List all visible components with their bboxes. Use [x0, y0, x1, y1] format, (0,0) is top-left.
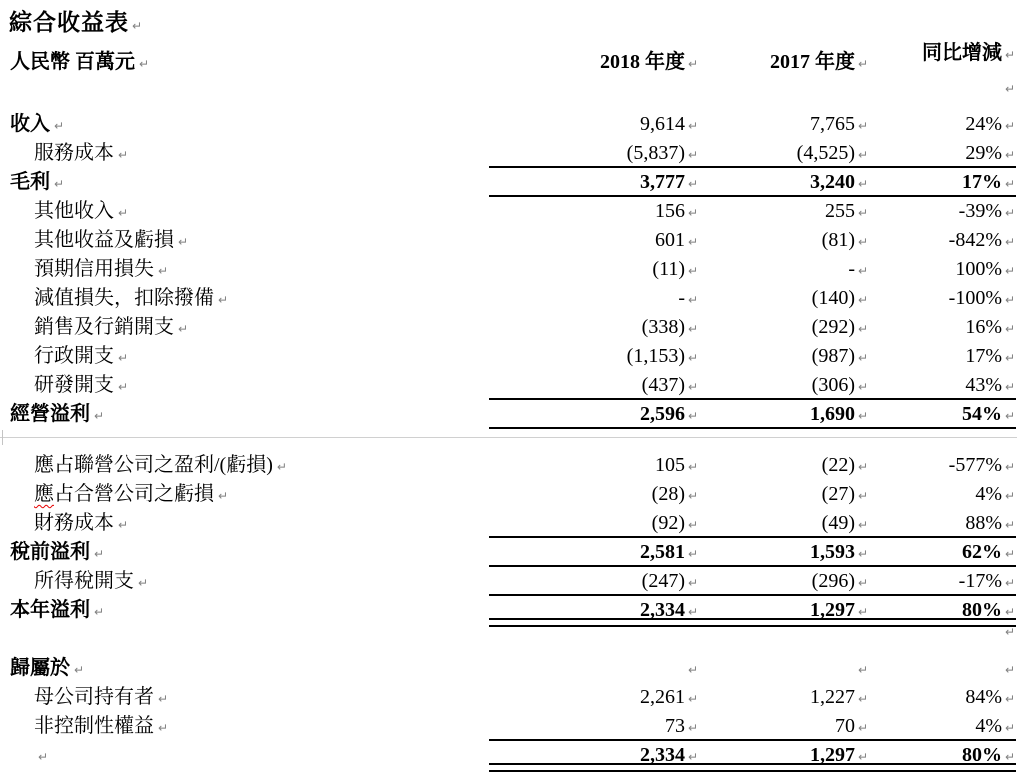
- value-2017: [701, 226, 871, 255]
- value-2017: [701, 110, 871, 139]
- cell-value: (1,153): [626, 345, 685, 367]
- paragraph-mark-icon: ↵: [118, 351, 129, 365]
- paragraph-mark-icon: ↵: [688, 264, 699, 278]
- table-rule: [489, 763, 1016, 772]
- row-label: [0, 654, 450, 685]
- paragraph-mark-icon: ↵: [1005, 489, 1016, 503]
- value-2018: [450, 509, 701, 538]
- value-2018: [450, 683, 701, 712]
- cell-value: 84%: [965, 686, 1002, 708]
- paragraph-mark-icon: ↵: [858, 177, 869, 191]
- paragraph-mark-icon: ↵: [688, 293, 699, 307]
- row-label: [0, 480, 450, 511]
- cell-value: -842%: [948, 229, 1002, 251]
- cell-value: 24%: [965, 113, 1002, 135]
- table-row: [0, 654, 1017, 683]
- value-2017: [701, 400, 871, 429]
- cell-value: 2,596: [640, 403, 685, 425]
- cell-value: 1,690: [810, 403, 855, 425]
- cell-value: -100%: [948, 287, 1002, 309]
- value-2018: [450, 663, 701, 677]
- row-label: [0, 284, 450, 315]
- paragraph-mark-icon: ↵: [688, 235, 699, 249]
- row-label-text: 歸屬於: [10, 657, 70, 679]
- value-yoy: [871, 712, 1017, 741]
- row-label-text: 服務成本: [34, 142, 114, 164]
- value-yoy: [871, 400, 1017, 429]
- paragraph-mark-icon: ↵: [858, 206, 869, 220]
- value-yoy: [871, 683, 1017, 712]
- row-label-text: 行政開支: [34, 345, 114, 367]
- row-label: [0, 226, 450, 257]
- paragraph-mark-icon: ↵: [858, 57, 869, 71]
- paragraph-mark-icon: ↵: [858, 235, 869, 249]
- table-row: [0, 168, 1017, 197]
- paragraph-mark-icon: ↵: [1005, 322, 1016, 336]
- value-yoy: [871, 342, 1017, 371]
- table-body: [0, 110, 1017, 770]
- cell-value: (306): [811, 374, 855, 396]
- row-label-text: 母公司持有者: [34, 686, 154, 708]
- value-2017: [701, 255, 871, 284]
- value-2017: [701, 197, 871, 226]
- row-label: [0, 451, 450, 482]
- cell-value: (49): [821, 512, 855, 534]
- value-2018: [450, 712, 701, 741]
- value-yoy: [871, 110, 1017, 139]
- cell-value: (338): [641, 316, 685, 338]
- paragraph-mark-icon: ↵: [1005, 721, 1016, 735]
- paragraph-mark-icon: ↵: [94, 409, 105, 423]
- value-2018: [450, 197, 701, 226]
- paragraph-mark-icon: ↵: [1005, 692, 1016, 706]
- paragraph-mark-icon: ↵: [688, 380, 699, 394]
- cell-value: (296): [811, 570, 855, 592]
- row-label-text: 毛利: [10, 171, 50, 193]
- paragraph-mark-icon: ↵: [1005, 460, 1016, 474]
- value-2018: [450, 226, 701, 255]
- paragraph-mark-icon: ↵: [858, 119, 869, 133]
- table-row: [0, 255, 1017, 284]
- header-empty-line: [0, 77, 1017, 101]
- value-yoy: [871, 509, 1017, 538]
- value-2017: [701, 663, 871, 677]
- paragraph-mark-icon: ↵: [1005, 518, 1016, 532]
- value-yoy: [871, 451, 1017, 480]
- table-row: [0, 313, 1017, 342]
- paragraph-mark-icon: ↵: [688, 750, 699, 764]
- row-label: [0, 683, 450, 714]
- paragraph-mark-icon: ↵: [1005, 119, 1016, 133]
- paragraph-mark-icon: ↵: [1005, 663, 1016, 677]
- paragraph-mark-icon: ↵: [118, 148, 129, 162]
- value-2017: [701, 538, 871, 567]
- paragraph-mark-icon: ↵: [688, 351, 699, 365]
- paragraph-mark-icon: ↵: [688, 322, 699, 336]
- row-label-text: 預期信用損失: [34, 258, 154, 280]
- page-title-text: 綜合收益表: [9, 10, 129, 35]
- row-label: [0, 741, 450, 772]
- paragraph-mark-icon: ↵: [688, 663, 699, 677]
- table-row: [0, 226, 1017, 255]
- cell-value: (81): [821, 229, 855, 251]
- paragraph-mark-icon: ↵: [858, 605, 869, 619]
- paragraph-mark-icon: ↵: [1005, 625, 1016, 639]
- paragraph-mark-icon: ↵: [858, 547, 869, 561]
- value-2017: [701, 567, 871, 596]
- cell-value: 29%: [965, 142, 1002, 164]
- cell-value: 601: [655, 229, 685, 251]
- paragraph-mark-icon: ↵: [118, 380, 129, 394]
- row-label: [0, 596, 450, 627]
- paragraph-mark-icon: ↵: [688, 409, 699, 423]
- cell-value: 3,777: [640, 171, 685, 193]
- row-label: [0, 371, 450, 402]
- paragraph-mark-icon: ↵: [94, 547, 105, 561]
- value-2018: [450, 168, 701, 197]
- cell-value: 2,334: [640, 599, 685, 621]
- cell-value: (22): [821, 454, 855, 476]
- cell-value: 100%: [955, 258, 1002, 280]
- paragraph-mark-icon: ↵: [858, 409, 869, 423]
- paragraph-mark-icon: ↵: [139, 57, 150, 71]
- paragraph-mark-icon: ↵: [688, 460, 699, 474]
- table-row: [0, 567, 1017, 596]
- value-yoy: [871, 371, 1017, 400]
- cell-value: 80%: [962, 744, 1002, 766]
- value-2017: [701, 509, 871, 538]
- paragraph-mark-icon: ↵: [178, 235, 189, 249]
- cell-value: 156: [655, 200, 685, 222]
- value-2018: [450, 284, 701, 313]
- row-label-text: 應占聯營公司之盈利/(虧損): [34, 454, 273, 476]
- paragraph-mark-icon: ↵: [688, 547, 699, 561]
- value-2018: [450, 313, 701, 342]
- spellcheck-underline: 應: [34, 483, 54, 505]
- cell-value: 4%: [975, 715, 1002, 737]
- paragraph-mark-icon: ↵: [118, 206, 129, 220]
- column-header-2018: 2018 年度 ↵: [450, 48, 701, 79]
- row-label: [0, 197, 450, 228]
- table-row: [0, 371, 1017, 400]
- value-yoy: [871, 538, 1017, 567]
- paragraph-mark-icon: ↵: [1005, 351, 1016, 365]
- paragraph-mark-icon: ↵: [1005, 206, 1016, 220]
- row-label-text: 其他收入: [34, 200, 114, 222]
- value-2018: [450, 371, 701, 400]
- cell-value: 1,297: [810, 599, 855, 621]
- paragraph-mark-icon: ↵: [94, 605, 105, 619]
- row-label-text: 稅前溢利: [10, 541, 90, 563]
- paragraph-mark-icon: ↵: [858, 148, 869, 162]
- paragraph-mark-icon: ↵: [1005, 409, 1016, 423]
- paragraph-mark-icon: ↵: [1005, 177, 1016, 191]
- value-2017: [701, 683, 871, 712]
- table-row: [0, 538, 1017, 567]
- paragraph-mark-icon: ↵: [1005, 82, 1016, 96]
- value-yoy: [871, 663, 1017, 677]
- paragraph-mark-icon: ↵: [858, 692, 869, 706]
- cell-value: 17%: [965, 345, 1002, 367]
- value-yoy: [871, 625, 1017, 639]
- cell-value: 9,614: [640, 113, 685, 135]
- value-yoy: [871, 139, 1017, 168]
- column-header-2017: 2017 年度 ↵: [701, 48, 871, 79]
- paragraph-mark-icon: ↵: [1005, 750, 1016, 764]
- table-row: [0, 342, 1017, 371]
- paragraph-mark-icon: ↵: [1005, 264, 1016, 278]
- value-2017: [701, 480, 871, 509]
- cell-value: 1,297: [810, 744, 855, 766]
- row-label: [0, 712, 450, 743]
- row-label-text: 本年溢利: [10, 599, 90, 621]
- cell-value: 80%: [962, 599, 1002, 621]
- paragraph-mark-icon: ↵: [1005, 547, 1016, 561]
- cell-value: 3,240: [810, 171, 855, 193]
- paragraph-mark-icon: ↵: [858, 750, 869, 764]
- cell-value: 4%: [975, 483, 1002, 505]
- cell-value: (987): [811, 345, 855, 367]
- spacer: [0, 77, 871, 101]
- table-row: [0, 284, 1017, 313]
- value-2018: [450, 400, 701, 429]
- table-row: [0, 741, 1017, 770]
- boundary-horizontal-line: [0, 437, 1017, 438]
- cell-value: 43%: [965, 374, 1002, 396]
- paragraph-mark-icon: ↵: [54, 177, 65, 191]
- value-2018: [450, 342, 701, 371]
- cell-value: -: [678, 287, 685, 309]
- row-label-text: 減值損失，扣除撥備: [34, 287, 214, 309]
- table-row: [0, 596, 1017, 625]
- paragraph-mark-icon: ↵: [276, 460, 287, 474]
- value-2018: [450, 139, 701, 168]
- paragraph-mark-icon: ↵: [1005, 235, 1016, 249]
- table-row: [0, 110, 1017, 139]
- row-label: [0, 168, 450, 199]
- text-boundary-line: [0, 429, 1017, 451]
- row-label: [0, 400, 450, 431]
- paragraph-mark-icon: ↵: [178, 322, 189, 336]
- paragraph-mark-icon: ↵: [688, 119, 699, 133]
- value-yoy: [871, 255, 1017, 284]
- paragraph-mark-icon: ↵: [132, 19, 144, 33]
- cell-value: -39%: [958, 200, 1002, 222]
- paragraph-mark-icon: ↵: [138, 576, 149, 590]
- row-label: [0, 538, 450, 569]
- table-row: [0, 712, 1017, 741]
- value-yoy: [871, 197, 1017, 226]
- row-label: [0, 255, 450, 286]
- paragraph-mark-icon: ↵: [218, 489, 229, 503]
- table-row: [0, 683, 1017, 712]
- row-label: [0, 313, 450, 344]
- paragraph-mark-icon: ↵: [858, 460, 869, 474]
- paragraph-mark-icon: ↵: [858, 576, 869, 590]
- table-header-row: [0, 42, 1017, 77]
- value-2018: [450, 480, 701, 509]
- cell-value: (247): [641, 570, 685, 592]
- paragraph-mark-icon: ↵: [858, 721, 869, 735]
- row-label-text: 研發開支: [34, 374, 114, 396]
- row-label: [0, 110, 450, 141]
- value-2018: [450, 567, 701, 596]
- cell-value: -: [848, 258, 855, 280]
- value-2017: [701, 451, 871, 480]
- row-label-text: 銷售及行銷開支: [34, 316, 174, 338]
- cell-value: (27): [821, 483, 855, 505]
- value-2017: [701, 371, 871, 400]
- paragraph-mark-icon: ↵: [1005, 148, 1016, 162]
- paragraph-mark-icon: ↵: [858, 351, 869, 365]
- value-2017: [701, 712, 871, 741]
- cell-value: 70: [835, 715, 855, 737]
- paragraph-mark-icon: ↵: [688, 206, 699, 220]
- value-yoy: [871, 567, 1017, 596]
- value-2017: [701, 342, 871, 371]
- cell-value: (4,525): [796, 142, 855, 164]
- table-row: [0, 509, 1017, 538]
- paragraph-mark-icon: ↵: [158, 692, 169, 706]
- value-2017: [701, 284, 871, 313]
- cell-value: 88%: [965, 512, 1002, 534]
- paragraph-mark-icon: ↵: [1005, 293, 1016, 307]
- cell-value: 255: [825, 200, 855, 222]
- paragraph-mark-icon: ↵: [158, 721, 169, 735]
- paragraph-mark-icon: ↵: [858, 489, 869, 503]
- paragraph-mark-icon: ↵: [688, 489, 699, 503]
- value-2018: [450, 110, 701, 139]
- paragraph-mark-icon: ↵: [688, 576, 699, 590]
- paragraph-mark-icon: ↵: [1005, 48, 1016, 62]
- row-label-text: 所得稅開支: [34, 570, 134, 592]
- paragraph-mark-icon: ↵: [688, 57, 699, 71]
- cell-value: (292): [811, 316, 855, 338]
- page-title: [9, 4, 145, 37]
- value-yoy: [871, 480, 1017, 509]
- paragraph-mark-icon: ↵: [688, 177, 699, 191]
- value-yoy: [871, 168, 1017, 197]
- value-2017: [701, 168, 871, 197]
- empty-cell: [871, 77, 1017, 101]
- value-2018: [450, 255, 701, 284]
- paragraph-mark-icon: ↵: [1005, 380, 1016, 394]
- cell-value: 1,227: [810, 686, 855, 708]
- cell-value: (5,837): [626, 142, 685, 164]
- row-label-text: 非控制性權益: [34, 715, 154, 737]
- paragraph-mark-icon: ↵: [858, 663, 869, 677]
- value-2018: [450, 451, 701, 480]
- cell-value: 2,334: [640, 744, 685, 766]
- paragraph-mark-icon: ↵: [74, 663, 85, 677]
- row-label-text: 收入: [10, 113, 50, 135]
- row-label: [0, 567, 450, 598]
- value-yoy: [871, 226, 1017, 255]
- cell-value: 17%: [962, 171, 1002, 193]
- paragraph-mark-icon: ↵: [38, 750, 49, 764]
- cell-value: (92): [651, 512, 685, 534]
- cell-value: 1,593: [810, 541, 855, 563]
- table-row: [0, 625, 1017, 654]
- cell-value: 2,581: [640, 541, 685, 563]
- value-yoy: [871, 284, 1017, 313]
- row-label-text: 應占合營公司之虧損: [34, 483, 214, 505]
- paragraph-mark-icon: ↵: [54, 119, 65, 133]
- paragraph-mark-icon: ↵: [1005, 605, 1016, 619]
- row-label-text: 經營溢利: [10, 403, 90, 425]
- paragraph-mark-icon: ↵: [858, 264, 869, 278]
- table-row: [0, 139, 1017, 168]
- paragraph-mark-icon: ↵: [858, 293, 869, 307]
- value-2017: [701, 313, 871, 342]
- paragraph-mark-icon: ↵: [688, 518, 699, 532]
- paragraph-mark-icon: ↵: [688, 148, 699, 162]
- paragraph-mark-icon: ↵: [1005, 576, 1016, 590]
- paragraph-mark-icon: ↵: [688, 721, 699, 735]
- value-yoy: [871, 313, 1017, 342]
- row-label-text: 財務成本: [34, 512, 114, 534]
- value-2018: [450, 538, 701, 567]
- table-row: [0, 480, 1017, 509]
- cell-value: (140): [811, 287, 855, 309]
- row-label: [0, 509, 450, 540]
- paragraph-mark-icon: ↵: [858, 322, 869, 336]
- cell-value: -577%: [948, 454, 1002, 476]
- cell-value: -17%: [958, 570, 1002, 592]
- value-2017: [701, 139, 871, 168]
- cell-value: 54%: [962, 403, 1002, 425]
- cell-value: 7,765: [810, 113, 855, 135]
- table-row: [0, 451, 1017, 480]
- table-row: [0, 197, 1017, 226]
- cell-value: 105: [655, 454, 685, 476]
- paragraph-mark-icon: ↵: [158, 264, 169, 278]
- column-header-yoy: 同比增減 ↵: [871, 48, 1017, 79]
- cell-value: (437): [641, 374, 685, 396]
- boundary-left-tick: [2, 430, 3, 445]
- paragraph-mark-icon: ↵: [858, 380, 869, 394]
- cell-value: (11): [652, 258, 685, 280]
- cell-value: 73: [665, 715, 685, 737]
- row-label: [0, 342, 450, 373]
- cell-value: 2,261: [640, 686, 685, 708]
- paragraph-mark-icon: ↵: [218, 293, 229, 307]
- paragraph-mark-icon: ↵: [688, 605, 699, 619]
- table-row: [0, 400, 1017, 429]
- row-label-text: 其他收益及虧損: [34, 229, 174, 251]
- unit-label: 人民幣 百萬元 ↵: [0, 48, 450, 79]
- row-label: [0, 139, 450, 170]
- cell-value: (28): [651, 483, 685, 505]
- paragraph-mark-icon: ↵: [118, 518, 129, 532]
- cell-value: 16%: [965, 316, 1002, 338]
- cell-value: 62%: [962, 541, 1002, 563]
- paragraph-mark-icon: ↵: [688, 692, 699, 706]
- paragraph-mark-icon: ↵: [858, 518, 869, 532]
